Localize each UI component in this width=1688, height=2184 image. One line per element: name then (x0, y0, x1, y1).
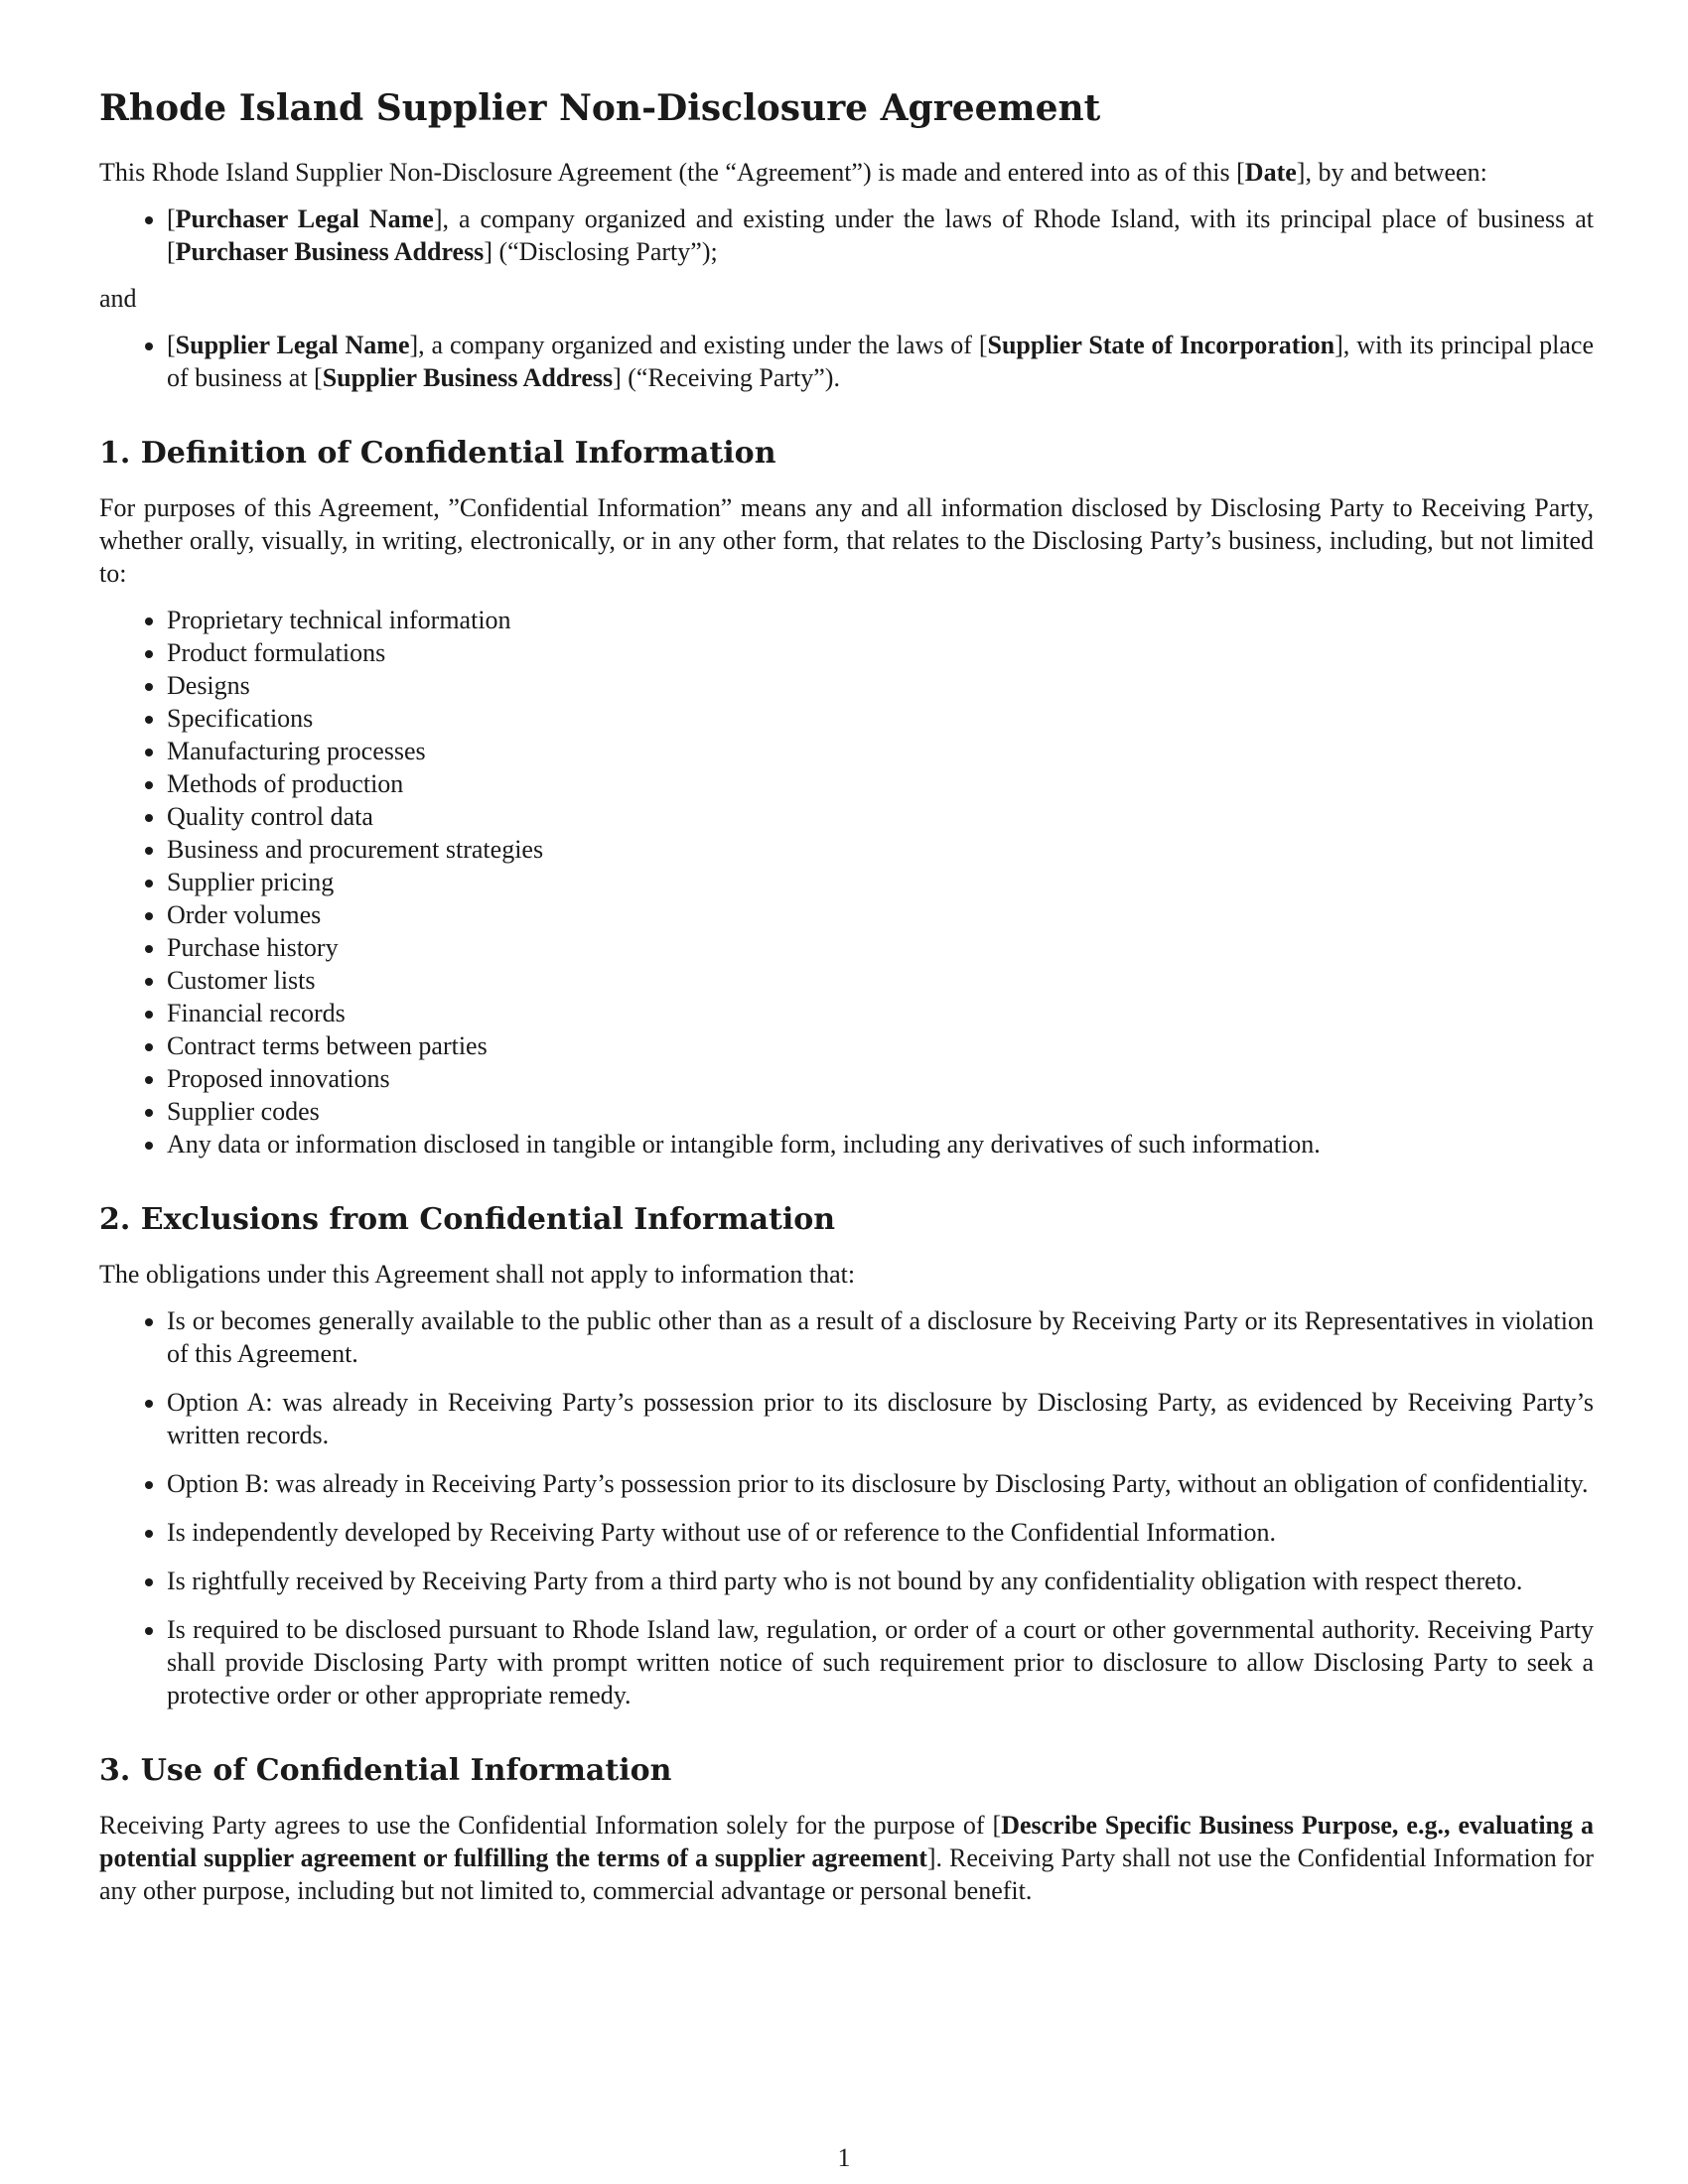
list-item: • Is rightfully received by Receiving Party from a third party who is not bound by any confidentiality obligation with respect thereto. (167, 1565, 1594, 1597)
section3-heading: 3. Use of Confidential Information (99, 1753, 672, 1789)
list-item: • Order volumes (167, 898, 1594, 931)
intro-paragraph (99, 156, 1594, 189)
party2-text-2: ], a company organized and existing under the laws of [ (409, 331, 988, 360)
list-item: • Proposed innovations (167, 1062, 1594, 1095)
purchaser-name-placeholder: Purchaser Legal Name (175, 205, 434, 234)
list-item: • Specifications (167, 702, 1594, 735)
list-item: • Financial records (167, 997, 1594, 1029)
supplier-state-placeholder: Supplier State of Incorporation (987, 331, 1336, 360)
date-placeholder: Date (1244, 158, 1297, 188)
list-item: • Business and procurement strategies (167, 833, 1594, 866)
list-item: • Designs (167, 669, 1594, 702)
list-item: • Is required to be disclosed pursuant to Rhode Island law, regulation, or order of a court or other governmental authority. Receiving Party shall provide Disclosing Party with prompt written notice of such requirement prior to disclosure to allow Disclosing Party to seek a protective order or other appropriate remedy. (167, 1613, 1594, 1711)
party1-list (99, 203, 1594, 268)
document-title: Rhode Island Supplier Non-Disclosure Agreement (99, 87, 1101, 129)
list-item: • Methods of production (167, 767, 1594, 800)
list-item: • Any data or information disclosed in tangible or intangible form, including any derivatives of such information. (167, 1128, 1594, 1160)
list-item: • Purchase history (167, 931, 1594, 964)
supplier-name-placeholder: Supplier Legal Name (175, 331, 410, 360)
list-item: • Option B: was already in Receiving Party’s possession prior to its disclosure by Disclosing Party, without an obligation of confidentiality. (167, 1467, 1594, 1500)
section3-text-2: ]. Receiving Party shall not use the Confidential Information for any other purpose, including but not limited to, commercial advantage or personal benefit. (99, 1843, 1594, 1906)
list-item: • Product formulations (167, 636, 1594, 669)
party1-text-1: [ (167, 205, 176, 234)
section1-heading: 1. Definition of Confidential Information (99, 436, 776, 472)
list-item: • Quality control data (167, 800, 1594, 833)
section1-list (99, 604, 1594, 1160)
intro-text-1: This Rhode Island Supplier Non-Disclosure Agreement (the “Agreement”) is made and entered into as of this [ (99, 158, 1245, 188)
section1-paragraph: For purposes of this Agreement, ”Confidential Information” means any and all information disclosed by Disclosing Party to Receiving Party, whether orally, visually, in writing, electronically, or in any other form, that relates to the Disclosing Party’s business, including, but not limited to: (99, 493, 1594, 589)
list-item: • Supplier pricing (167, 866, 1594, 898)
section2-list (99, 1304, 1594, 1711)
party2-text-1: [ (167, 331, 176, 360)
party1-item (167, 203, 1594, 268)
page-number: 1 (837, 2143, 851, 2172)
party2-text-3: ], with its principal place of business at [ (167, 331, 1594, 393)
party2-list (99, 329, 1594, 394)
section3-paragraph (99, 1809, 1594, 1907)
supplier-address-placeholder: Supplier Business Address (322, 363, 614, 393)
party1-text-3: ] (“Disclosing Party”); (484, 237, 718, 267)
section3-text-1: Receiving Party agrees to use the Confidential Information solely for the purpose of [ (99, 1811, 1002, 1841)
list-item: • Supplier codes (167, 1095, 1594, 1128)
business-purpose-placeholder: Describe Specific Business Purpose, e.g., evaluating a potential supplier agreement or fulfilling the terms of a supplier agreement (99, 1811, 1594, 1873)
document-page (99, 87, 1594, 1921)
list-item: • Option A: was already in Receiving Party’s possession prior to its disclosure by Disclosing Party, as evidenced by Receiving Party’s written records. (167, 1386, 1594, 1451)
intro-text-2: ], by and between: (1296, 158, 1487, 188)
party1-text-2: ], a company organized and existing under the laws of Rhode Island, with its principal place of business at [ (167, 205, 1594, 267)
section2-paragraph: The obligations under this Agreement shall not apply to information that: (99, 1260, 856, 1290)
list-item: • Manufacturing processes (167, 735, 1594, 767)
party2-text-4: ] (“Receiving Party”). (613, 363, 840, 393)
list-item: • Is independently developed by Receiving Party without use of or reference to the Confidential Information. (167, 1516, 1594, 1549)
and-text: and (99, 284, 137, 314)
list-item: • Contract terms between parties (167, 1029, 1594, 1062)
purchaser-address-placeholder: Purchaser Business Address (175, 237, 485, 267)
section2-heading: 2. Exclusions from Confidential Information (99, 1202, 836, 1238)
list-item: • Proprietary technical information (167, 604, 1594, 636)
party2-item (167, 329, 1594, 394)
list-item: • Is or becomes generally available to the public other than as a result of a disclosure by Receiving Party or its Representatives in violation of this Agreement. (167, 1304, 1594, 1370)
list-item: • Customer lists (167, 964, 1594, 997)
